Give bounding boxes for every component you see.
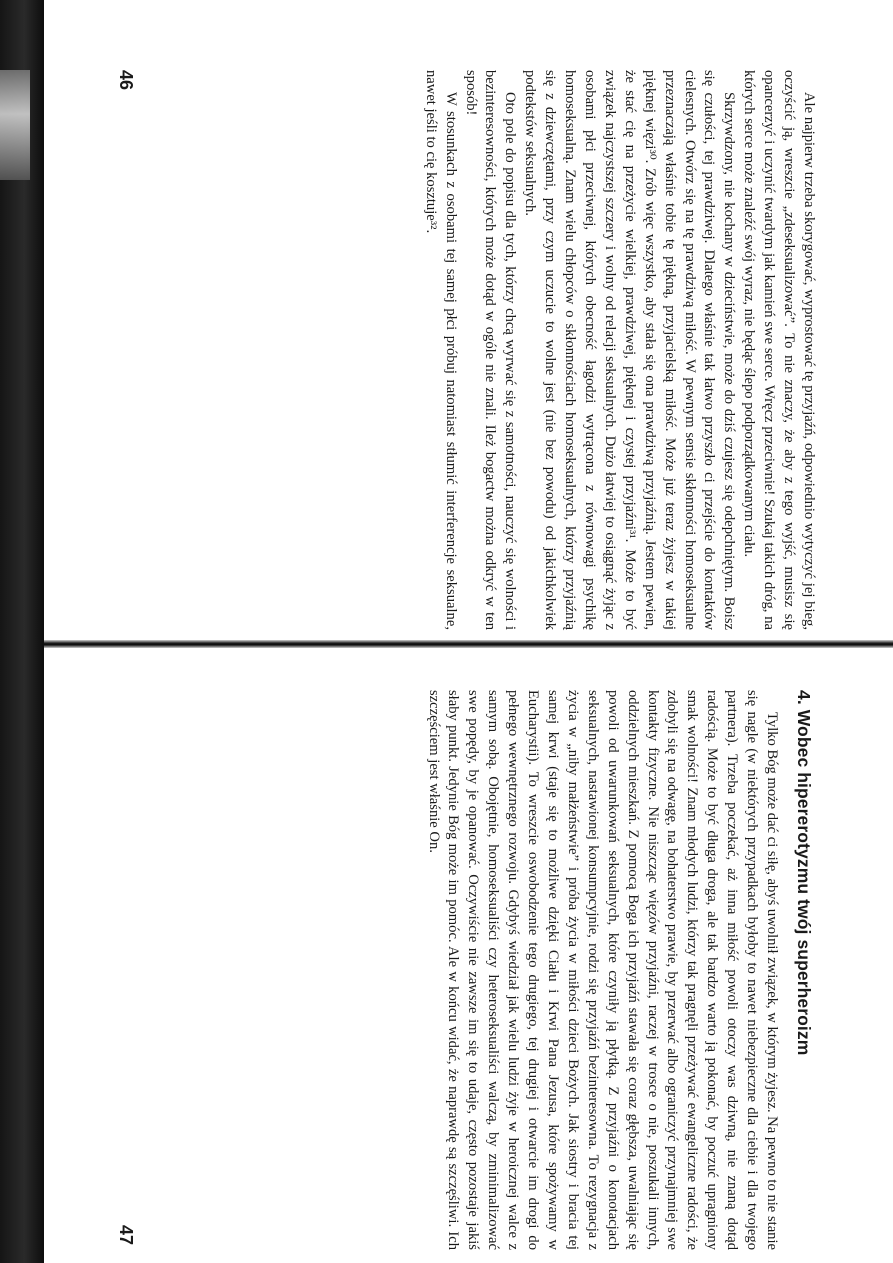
paragraph: Oto pole do popisu dla tych, którzy chcą wyrwać się z samotności, nauczyć się wolności i bezinteresowności, których może dotąd w ogóle nie znali. Ileż bogactw można odkryć w ten sposób! xyxy=(462,70,519,630)
page-number: 46 xyxy=(116,70,136,91)
page-46 xyxy=(116,70,818,630)
paragraph: Ale najpierw trzeba skorygować, wyprostować tę przyjaźń, odpowiednio wytyczyć jej bieg, oczyścić ją, wreszcie „zdeseksualizować”. To nie znaczy, że aby z tego wyjść, musisz się opancerzyć i uczynić twardym jak kamień swe serce. Wręcz przeciwnie! Szukaj takich dróg, na których serce może znaleźć swój wyraz, nie będąc ślepo podporządkowanym ciału. xyxy=(741,70,817,630)
book-binding-edge xyxy=(0,0,44,1263)
paragraph: W stosunkach z osobami tej samej płci próbuj natomiast stłumić interferencje seksualne, nawet jeśli to cię kosztuje³². xyxy=(422,70,459,630)
section-heading: 4. Wobec hipererotyzmu twój superheroizm xyxy=(794,690,814,1056)
paragraph: Tylko Bóg może dać ci siłę, abyś uwolnił związek, w którym żyjesz. Na pewno to nie stanie się nagle (w niektórych przypadkach byłoby to nawet niebezpieczne dla ciebie i dla twojego partnera). Trzeba poczekać, aż inna miłość powoli otoczy was dziwną, nie znaną dotąd radością. Może to być długa droga, ale tak bardzo warto ją pokonać, by poczuć upragniony smak wolności! Znam młodych ludzi, którzy tak pragnęli przeżywać ewangeliczne radości, że zdobyli się na odwagę, na bohaterstwo prawie, by przerwać albo ograniczyć przynajmniej swe kontakty fizyczne. Nie niszcząc więzów przyjaźni, raczej w trosce o nie, poszukali innych, oddzielnych mieszkań. Z pomocą Boga ich przyjaźń stawała się coraz głębsza, uwalniając się powoli od uwarunkowań seksualnych, które czyniły ją płytką. Z przyjaźni o konotacjach seksualnych, nastawionej konsumpcyjnie, rodzi się przyjaźń bezinteresowna. To rezygnacja z życia w „niby małżeństwie” i próba życia w miłości dzieci Bożych. Jak siostry i bracia tej samej krwi (staje się to możliwe dzięki Ciału i Krwi Pana Jezusa, które spożywamy w Eucharystii). To wreszcie oswobodzenie tego drugiego, tej drugiej i otwarcie im drogi do pełnego wewnętrznego rozwoju. Gdybyś wiedział jak wielu ludzi żyje w heroicznej walce z samym sobą. Obojętnie, homoseksualiści czy heteroseksualiści walczą, by zminimalizować swe popędy, by je opanować. Oczywiście nie zawsze im się to udaje, często pozostaje jakiś słaby punkt. Jedynie Bóg może im pomóc. Ale w końcu widać, że naprawdę są szczęśliwi. Ich szczęściem jest właśnie On. xyxy=(425,690,780,1250)
paragraph: Skrzywdzony, nie kochany w dzieciństwie, może do dziś czujesz się odepchniętym. Boisz się czułości, tej prawdziwej. Dlatego właśnie tak łatwo przyszło ci przejście do kontaktów cielesnych. Otwórz się na tę prawdziwą miłość. W pewnym sensie skłonności homoseksualne przeznaczają właśnie tobie tę piękną, przyjacielską miłość. Może już teraz żyjesz w takiej pięknej więzi³⁰. Zrób więc wszystko, aby stała się ona prawdziwą przyjaźnią. Jestem pewien, że stać cię na przeżycie wielkiej, prawdziwej, pięknej i czystej przyjaźni³¹. Może to być związek najczystszej szczery i wolny od relacji seksualnych. Dużo łatwiej to osiągnąć żyjąc z osobami płci przeciwnej, których obecność łagodzi wytrącona z równowagi psychikę homoseksualną. Znam wielu chłopców o skłonnościach homoseksualnych, którzy przyjaźnią się z dziewczętami, przy czym uczucie to wolne jest (nie bez powodu) od jakichkolwiek podtekstów seksualnych. xyxy=(522,70,738,630)
page-number: 47 xyxy=(116,1225,136,1246)
page-47 xyxy=(116,690,818,1250)
book-spine-gutter xyxy=(44,640,893,648)
scan-smudge xyxy=(0,70,30,180)
